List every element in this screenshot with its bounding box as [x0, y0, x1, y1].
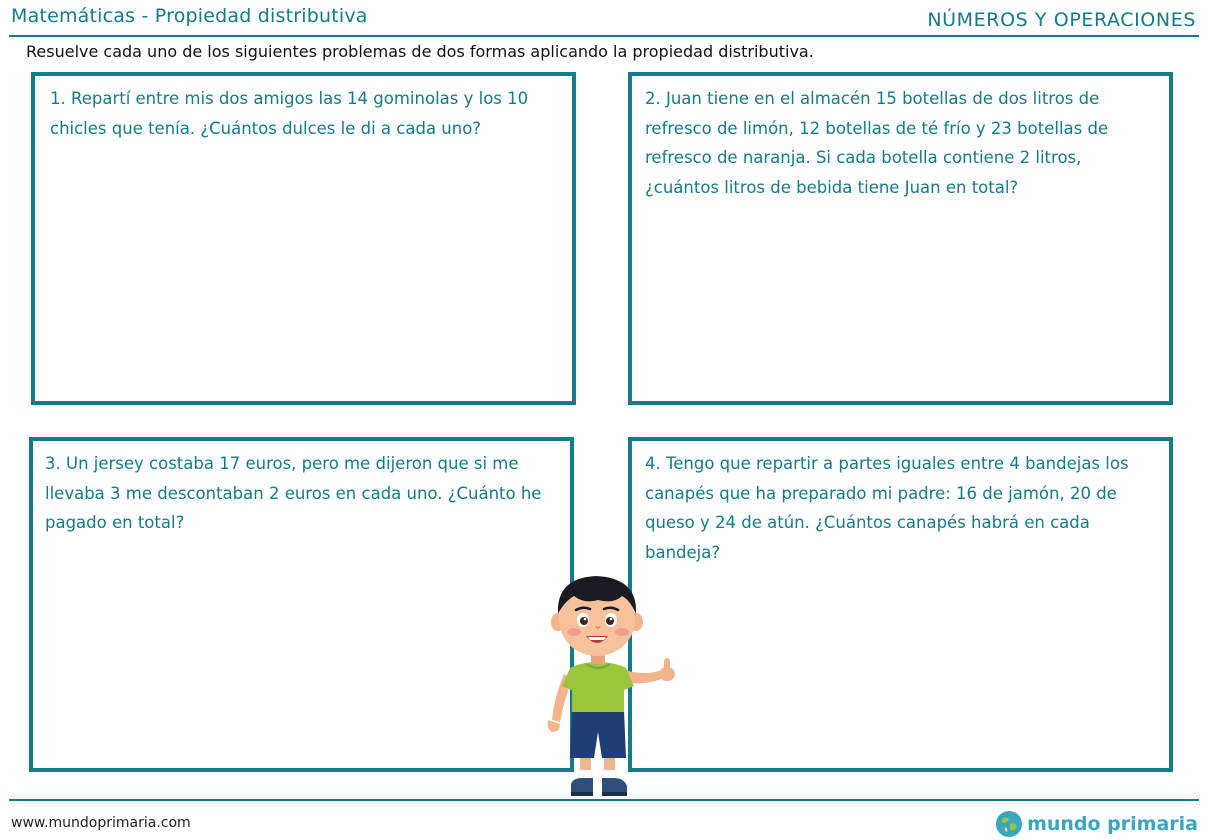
mundo-primaria-logo[interactable]: [995, 810, 1198, 838]
instructions-text: Resuelve cada uno de los siguientes problemas de dos formas aplicando la propiedad distributiva.: [26, 42, 814, 61]
problem-box-2[interactable]: [628, 72, 1173, 405]
problem-4-line-3: queso y 24 de atún. ¿Cuántos canapés habrá en cada: [645, 513, 1090, 532]
problem-box-3[interactable]: [29, 437, 574, 772]
problem-1-line-1: 1. Repartí entre mis dos amigos las 14 gominolas y los 10: [50, 89, 529, 108]
problem-box-4[interactable]: [628, 437, 1173, 772]
problem-3-line-2: llevaba 3 me descontaban 2 euros en cada uno. ¿Cuánto he: [45, 483, 542, 503]
problem-3-line-3: pagado en total?: [45, 513, 185, 532]
problem-2-line-4: ¿cuántos litros de bebida tiene Juan en total?: [645, 177, 1019, 197]
category-title: NÚMEROS Y OPERACIONES: [927, 9, 1196, 31]
header-divider: [9, 35, 1199, 37]
problem-3-line-1: 3. Un jersey costaba 17 euros, pero me dijeron que si me: [45, 454, 519, 473]
globe-icon: [995, 810, 1023, 838]
footer-divider: [9, 799, 1199, 801]
problem-2-line-1: 2. Juan tiene en el almacén 15 botellas de dos litros de: [645, 89, 1100, 108]
problem-2-line-2: refresco de limón, 12 botellas de té frío y 23 botellas de: [645, 118, 1109, 138]
worksheet-title: Matemáticas - Propiedad distributiva: [11, 5, 368, 27]
boy-thumbs-up-illustration: [538, 570, 686, 802]
logo-text: mundo primaria: [1027, 813, 1198, 835]
problem-box-1[interactable]: [31, 72, 576, 405]
problem-4-line-4: bandeja?: [645, 542, 721, 562]
problem-1-line-2: chicles que tenía. ¿Cuántos dulces le di a cada uno?: [50, 118, 482, 138]
problem-4-line-2: canapés que ha preparado mi padre: 16 de jamón, 20 de: [645, 483, 1117, 503]
website-url[interactable]: www.mundoprimaria.com: [11, 815, 191, 831]
problem-4-line-1: 4. Tengo que repartir a partes iguales entre 4 bandejas los: [645, 454, 1129, 473]
problem-2-line-3: refresco de naranja. Si cada botella contiene 2 litros,: [645, 148, 1082, 167]
